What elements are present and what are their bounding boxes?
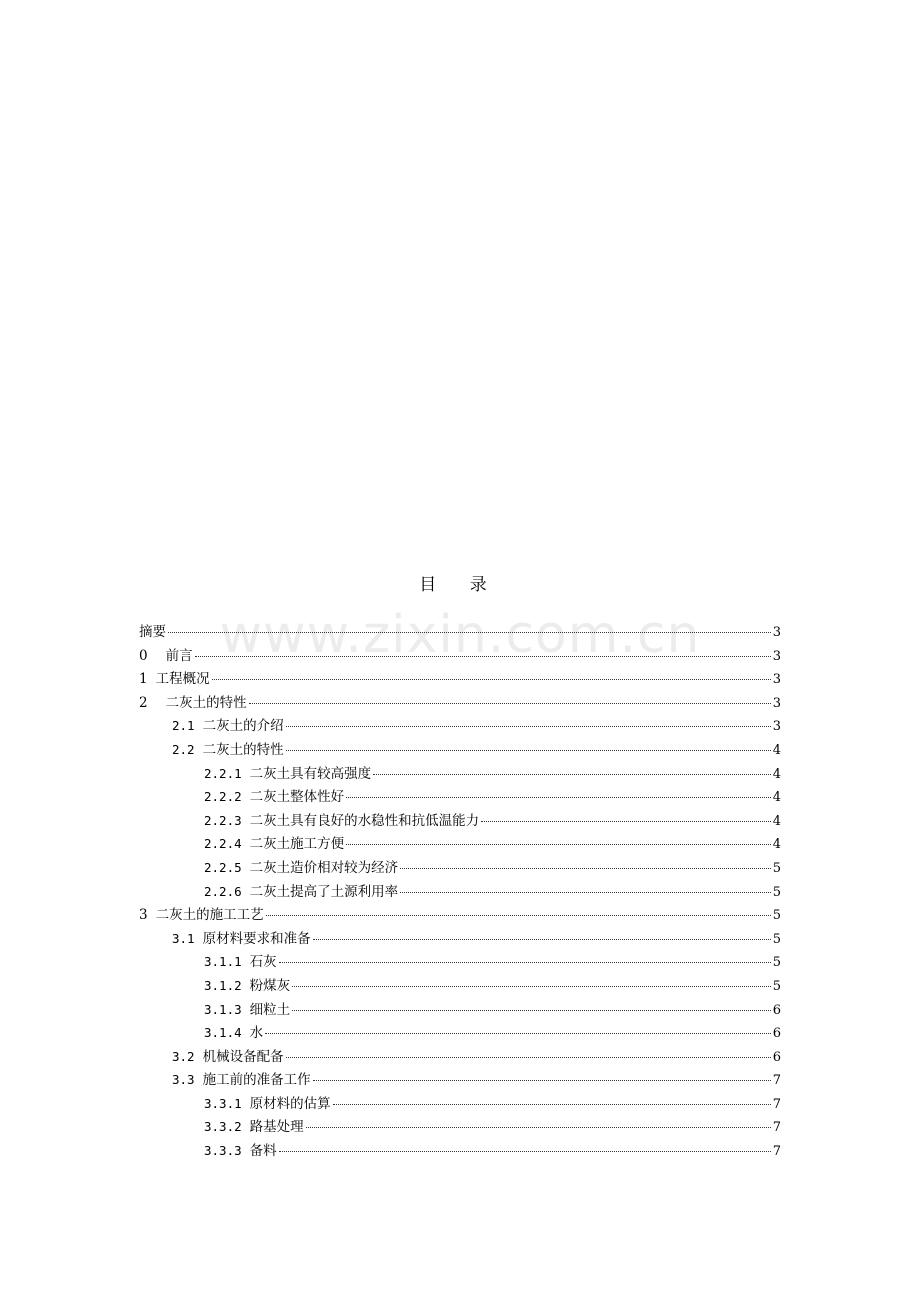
toc-entry-number: 0 [139, 647, 148, 664]
toc-entry[interactable] [139, 644, 781, 668]
toc-entry-label: 水 [249, 1025, 264, 1042]
toc-entry-label: 二灰土提高了土源利用率 [249, 883, 399, 900]
toc-entry-label: 二灰土具有较高强度 [249, 765, 372, 782]
toc-entry-label: 细粒土 [249, 1001, 291, 1018]
toc-entry-number: 2.2.1 [204, 765, 242, 781]
dot-leader [481, 821, 771, 822]
toc-entry-label: 前言 [165, 647, 193, 664]
dot-leader [346, 797, 771, 798]
toc-entry-page: 4 [772, 742, 781, 758]
toc-entry-page: 5 [772, 955, 781, 971]
dot-leader [279, 1151, 771, 1152]
toc-entry-page: 3 [772, 625, 781, 640]
toc-entry[interactable] [139, 1068, 781, 1092]
toc-entry[interactable] [139, 1021, 781, 1045]
dot-leader [346, 844, 771, 845]
toc-entry-page: 3 [772, 695, 781, 711]
toc-entry-page: 5 [772, 931, 781, 947]
toc-entry-label: 工程概况 [155, 671, 210, 688]
toc-entry[interactable] [139, 809, 781, 833]
toc-entry[interactable] [139, 927, 781, 951]
toc-entry-number: 2.1 [172, 718, 195, 734]
toc-entry-page: 6 [772, 1002, 781, 1018]
toc-entry[interactable] [139, 785, 781, 809]
toc-entry-number: 2.2.6 [204, 883, 242, 899]
dot-leader [286, 1057, 771, 1058]
toc-entry-label: 二灰土施工方便 [249, 836, 345, 853]
toc-entry[interactable] [139, 1139, 781, 1163]
dot-leader [306, 1127, 771, 1128]
toc-entry[interactable] [139, 998, 781, 1022]
toc-entry-label: 原材料要求和准备 [202, 930, 311, 947]
dot-leader [249, 703, 771, 704]
toc-entry-label: 摘要 [139, 624, 166, 640]
toc-entry-page: 7 [772, 1144, 781, 1160]
dot-leader [333, 1104, 771, 1105]
toc-entry[interactable] [139, 832, 781, 856]
toc-entry-label: 石灰 [249, 954, 277, 971]
toc-entry-number: 3.1.2 [204, 977, 242, 993]
dot-leader [292, 1010, 771, 1011]
toc-entry-label: 二灰土造价相对较为经济 [249, 859, 399, 876]
toc-entry[interactable] [139, 1115, 781, 1139]
toc-entry-page: 4 [772, 813, 781, 829]
toc-entry-page: 5 [772, 978, 781, 994]
toc-entry-page: 7 [772, 1096, 781, 1112]
dot-leader [195, 656, 771, 657]
toc-entry-number: 3.1.4 [204, 1025, 242, 1041]
toc-entry[interactable] [139, 691, 781, 715]
toc-entry-number: 3.1.3 [204, 1001, 242, 1017]
toc-entry-page: 6 [772, 1049, 781, 1065]
toc-entry-page: 5 [772, 908, 781, 924]
toc-entry-page: 3 [772, 648, 781, 664]
toc-entry-page: 5 [772, 860, 781, 876]
toc-entry[interactable] [139, 762, 781, 786]
dot-leader [286, 726, 771, 727]
toc-entry-page: 6 [772, 1026, 781, 1042]
toc-entry-number: 3.1 [172, 930, 195, 946]
toc-entry-page: 4 [772, 766, 781, 782]
toc-entry-number: 2.2.3 [204, 812, 242, 828]
toc-entry[interactable] [139, 903, 781, 927]
toc-entry-number: 3.2 [172, 1048, 195, 1064]
dot-leader [286, 750, 771, 751]
dot-leader [400, 892, 771, 893]
dot-leader [292, 986, 771, 987]
toc-entry-page: 3 [772, 719, 781, 735]
toc-entry-label: 原材料的估算 [249, 1095, 331, 1112]
dot-leader [265, 1033, 771, 1034]
toc-entry-label: 施工前的准备工作 [202, 1072, 311, 1089]
toc-entry[interactable] [139, 880, 781, 904]
toc-entry-number: 2 [139, 694, 148, 711]
toc-entry-page: 7 [772, 1073, 781, 1089]
dot-leader [313, 1080, 771, 1081]
toc-entry-number: 2.2.5 [204, 859, 242, 875]
toc-entry[interactable] [139, 974, 781, 998]
toc-entry[interactable] [139, 1045, 781, 1069]
toc-entry-number: 2.2.2 [204, 789, 242, 805]
toc-entry-number: 3.1.1 [204, 954, 242, 970]
toc-entry-label: 二灰土的特性 [202, 741, 284, 758]
toc-entry[interactable] [139, 620, 781, 644]
dot-leader [266, 915, 771, 916]
toc-entry-page: 5 [772, 884, 781, 900]
toc-entry-label: 粉煤灰 [249, 977, 291, 994]
dot-leader [313, 939, 771, 940]
toc-entry[interactable] [139, 714, 781, 738]
toc-entry-number: 3.3.3 [204, 1143, 242, 1159]
toc-entry-page: 3 [772, 672, 781, 688]
dot-leader [373, 774, 771, 775]
toc-entry-label: 路基处理 [249, 1119, 304, 1136]
toc-entry[interactable] [139, 667, 781, 691]
toc-entry-number: 2.2.4 [204, 836, 242, 852]
dot-leader [168, 632, 771, 633]
toc-entry-number: 1 [139, 671, 148, 688]
toc-entry-number: 3.3.2 [204, 1119, 242, 1135]
watermark: www.zixin.com.cn [219, 605, 701, 665]
toc-entry[interactable] [139, 856, 781, 880]
toc-entry-label: 二灰土的介绍 [202, 718, 284, 735]
toc-entry[interactable] [139, 950, 781, 974]
toc-entry-number: 3 [139, 907, 148, 924]
dot-leader [400, 868, 771, 869]
toc-entry-page: 4 [772, 790, 781, 806]
table-of-contents [139, 620, 781, 1163]
toc-entry-number: 3.3 [172, 1072, 195, 1088]
toc-entry[interactable] [139, 1092, 781, 1116]
toc-entry-label: 二灰土具有良好的水稳性和抗低温能力 [249, 812, 480, 829]
toc-entry-label: 二灰土整体性好 [249, 789, 345, 806]
toc-entry-number: 2.2 [172, 741, 195, 757]
toc-entry[interactable] [139, 738, 781, 762]
toc-entry-label: 机械设备配备 [202, 1048, 284, 1065]
toc-entry-label: 备料 [249, 1143, 277, 1160]
toc-title: 目 录 [419, 575, 501, 595]
toc-entry-page: 7 [772, 1120, 781, 1136]
toc-entry-label: 二灰土的特性 [165, 694, 247, 711]
toc-entry-label: 二灰土的施工工艺 [155, 907, 264, 924]
toc-entry-number: 3.3.1 [204, 1095, 242, 1111]
dot-leader [212, 679, 771, 680]
dot-leader [279, 962, 771, 963]
toc-entry-page: 4 [772, 837, 781, 853]
